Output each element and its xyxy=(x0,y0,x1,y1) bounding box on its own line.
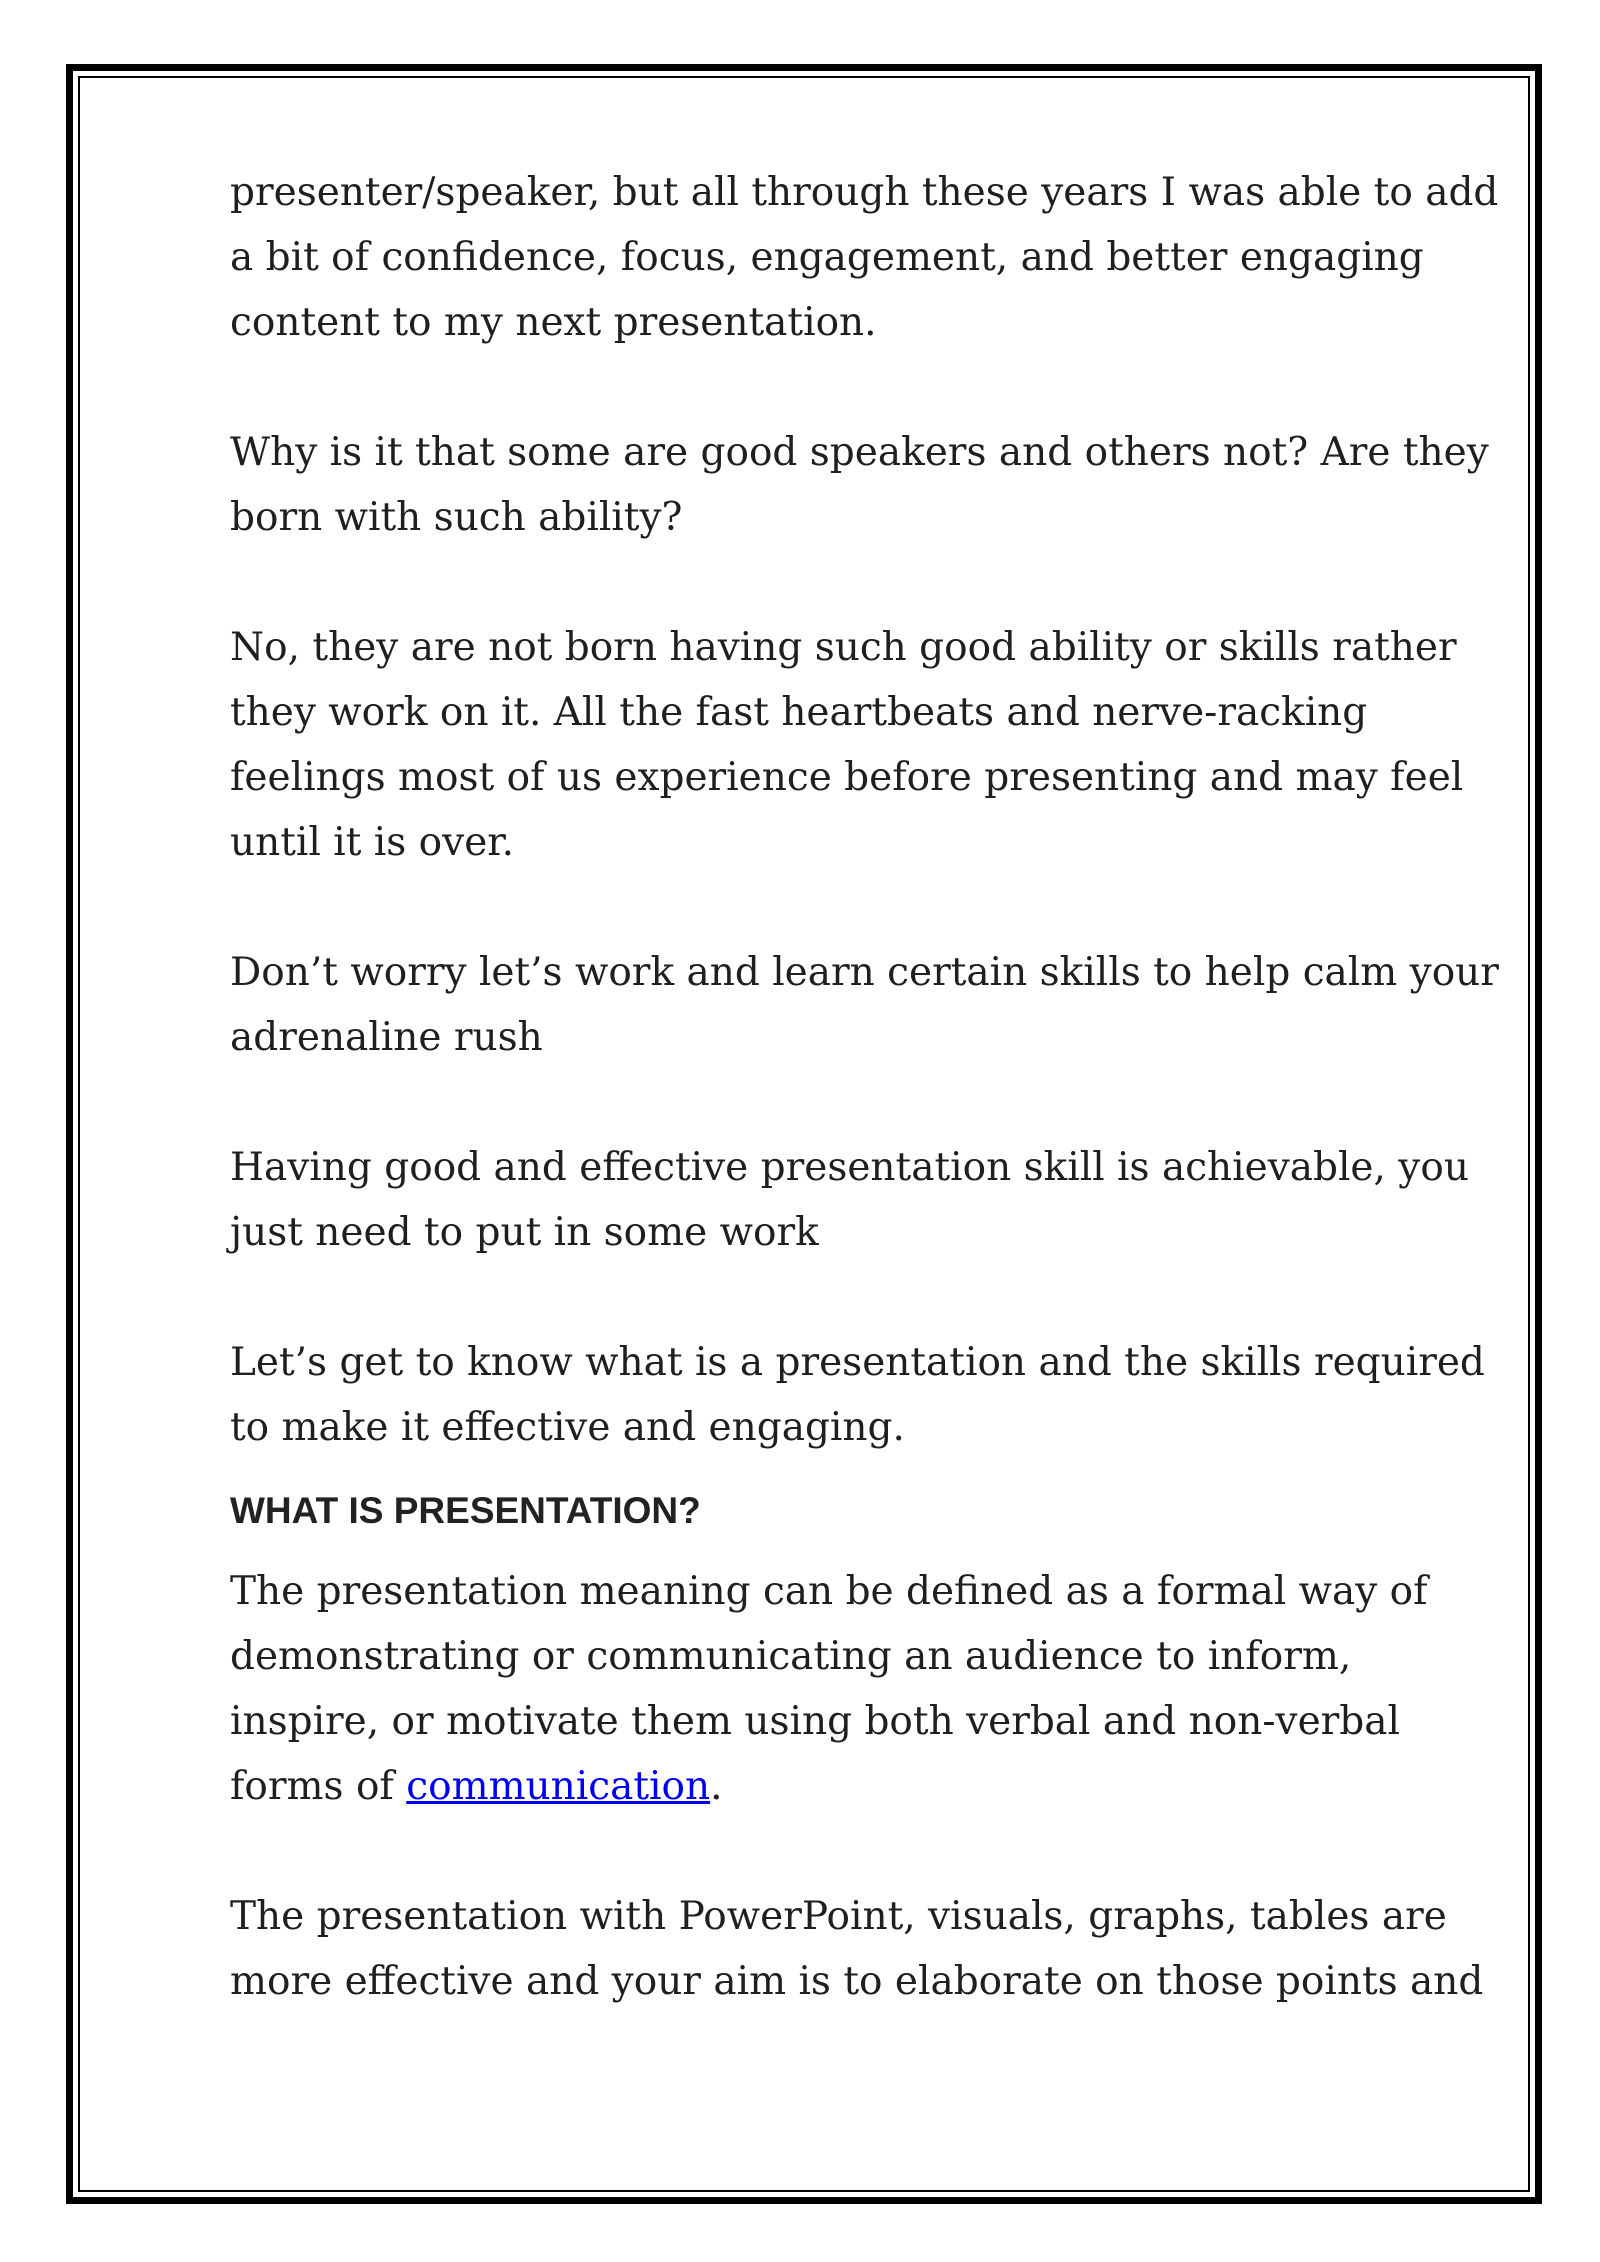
communication-link[interactable]: communication xyxy=(406,1764,711,1809)
paragraph-powerpoint: The presentation with PowerPoint, visuals, graphs, tables are more effective and your aim is to elaborate on those points and xyxy=(230,1894,1484,2004)
paragraph-dont-worry: Don’t worry let’s work and learn certain skills to help calm your adrenaline rush xyxy=(230,950,1499,1060)
definition-period: . xyxy=(710,1764,723,1809)
section-heading: WHAT IS PRESENTATION? xyxy=(230,1490,701,1531)
definition-text: The presentation meaning can be defined as a formal way of demonstrating or communicating an audience to inform, inspire, or motivate them using both verbal and non-verbal forms of xyxy=(230,1569,1428,1809)
paragraph-definition xyxy=(230,1559,1500,1819)
paragraph-why-good-speakers: Why is it that some are good speakers and others not? Are they born with such ability? xyxy=(230,430,1489,540)
paragraph-not-born: No, they are not born having such good ability or skills rather they work on it. All the fast heartbeats and nerve-racking feelings most of us experience before presenting and may feel until it is over. xyxy=(230,625,1464,865)
paragraph-achievable: Having good and effective presentation skill is achievable, you just need to put in some work xyxy=(230,1145,1469,1255)
paragraph-lets-get-to-know: Let’s get to know what is a presentation and the skills required to make it effective and engaging. xyxy=(230,1340,1485,1450)
paragraph-intro-continuation: presenter/speaker, but all through these years I was able to add a bit of confidence, focus, engagement, and better engaging content to my next presentation. xyxy=(230,170,1499,345)
document-body xyxy=(230,160,1500,2079)
